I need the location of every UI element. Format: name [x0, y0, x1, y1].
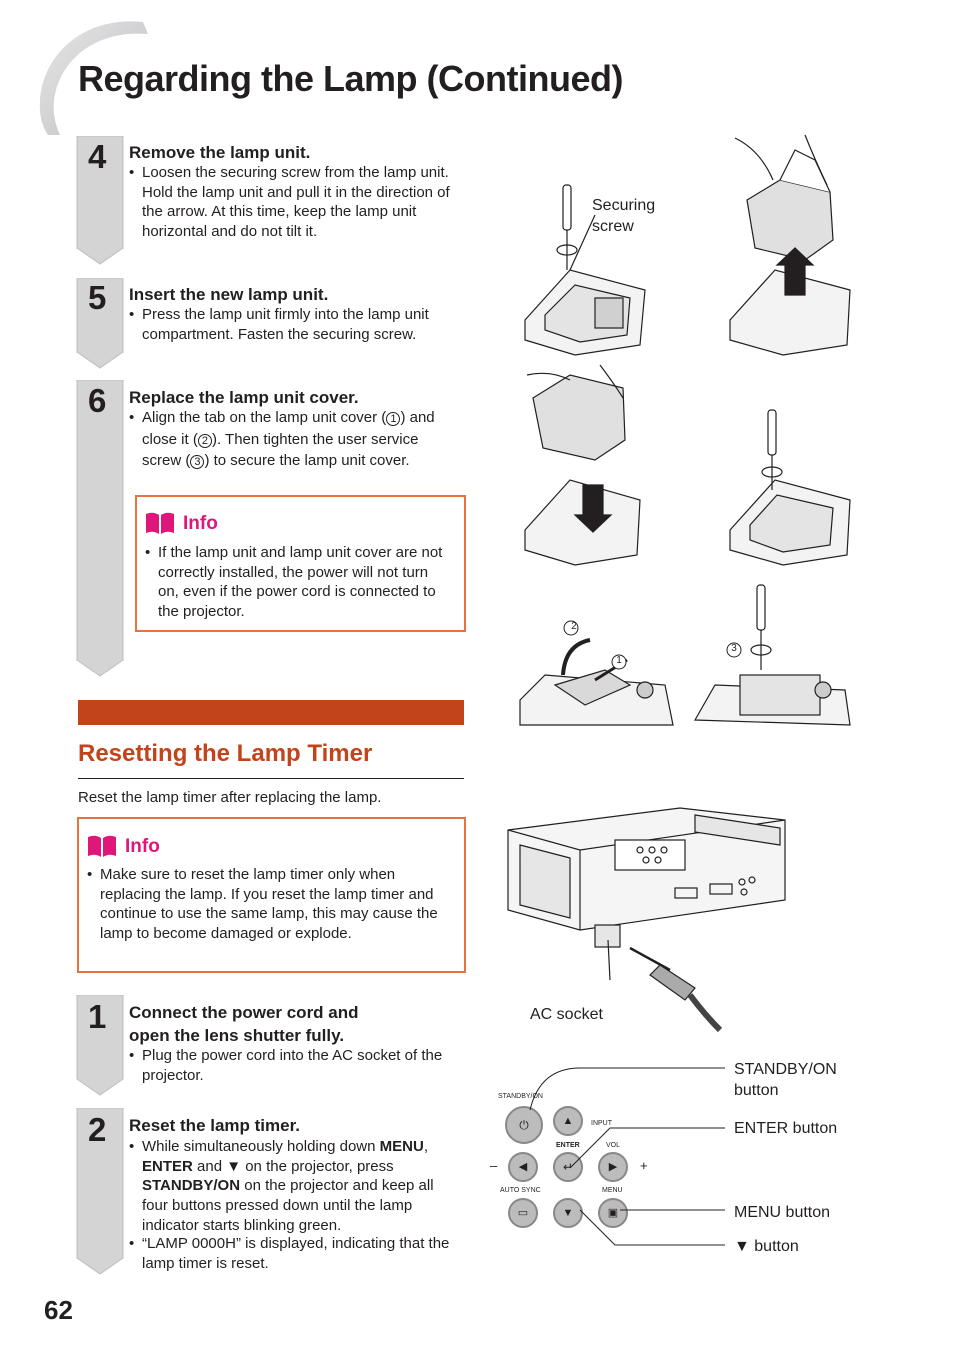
callout-1: 1	[616, 655, 622, 666]
info-box	[135, 495, 466, 632]
left-button[interactable]: ◀	[508, 1152, 538, 1182]
info-bullet: • If the lamp unit and lamp unit cover are not correctly installed, the power will not turn on, even if the power cord is connected to the projector.	[145, 544, 443, 621]
step-heading: Insert the new lamp unit.	[129, 285, 329, 304]
step-bar-6	[76, 380, 124, 680]
panel-label-input: INPUT	[591, 1120, 612, 1127]
info-heading: Info	[125, 836, 160, 857]
step-heading: open the lens shutter fully.	[129, 1026, 345, 1045]
label-menu: MENU button	[734, 1204, 831, 1221]
auto-sync-button[interactable]: ▭	[508, 1198, 538, 1228]
step-heading: Connect the power cord and	[129, 1003, 359, 1022]
section-band	[78, 700, 464, 725]
panel-label-auto-sync: AUTO SYNC	[500, 1187, 541, 1194]
label-standby-on: STANDBY/ON button	[734, 1061, 837, 1099]
lamp-replacement-illustration	[515, 130, 855, 730]
step-bullet: • Press the lamp unit firmly into the lamp unit compartment. Fasten the securing screw.	[129, 306, 429, 343]
step-heading: Remove the lamp unit.	[129, 143, 311, 162]
callout-lines	[500, 1060, 740, 1270]
step-heading: Replace the lamp unit cover.	[129, 388, 359, 407]
step-number: 5	[88, 279, 107, 316]
section-rule	[78, 778, 464, 779]
callout-2: 2	[571, 621, 577, 632]
panel-label-enter: ENTER	[556, 1142, 580, 1149]
page-title: Regarding the Lamp (Continued)	[78, 58, 623, 99]
step-number: 4	[88, 138, 107, 175]
panel-label-minus: –	[490, 1158, 498, 1173]
menu-button[interactable]: ▣	[598, 1198, 628, 1228]
step-bullet: • “LAMP 0000H” is displayed, indicating that the lamp timer is reset.	[129, 1235, 450, 1272]
section-intro: Reset the lamp timer after replacing the lamp.	[78, 789, 382, 806]
right-button[interactable]: ▶	[598, 1152, 628, 1182]
step-number: 1	[88, 998, 107, 1035]
book-icon	[87, 834, 117, 858]
info-bullet: • Make sure to reset the lamp timer only when replacing the lamp. If you reset the lamp timer and continue to use the same lamp, this may cause the lamp to become damaged or explode.	[87, 866, 438, 943]
panel-label-plus: +	[640, 1158, 648, 1173]
standby-on-button[interactable]: ⏻	[505, 1106, 543, 1144]
book-icon	[145, 511, 175, 535]
panel-label-standby: STANDBY/ON	[498, 1093, 543, 1100]
page-number: 62	[44, 1295, 73, 1325]
enter-button[interactable]: ↵	[553, 1152, 583, 1182]
up-button[interactable]: ▲	[553, 1106, 583, 1136]
callout-3: 3	[731, 643, 737, 654]
label-securing-screw: Securing screw	[592, 197, 656, 235]
step-bullet: • Loosen the securing screw from the lamp unit. Hold the lamp unit and pull it in the direction of the arrow. At this time, keep the lamp unit horizontal and do not tilt it.	[129, 164, 450, 241]
down-button[interactable]: ▼	[553, 1198, 583, 1228]
step-bullet: • Align the tab on the lamp unit cover ( 1 ) and close it ( 2 ). Then tighten the user service screw ( 3 ) to secure the lamp unit cover.	[129, 409, 435, 470]
step-bullet: • Plug the power cord into the AC socket of the projector.	[129, 1047, 443, 1084]
step-bullet: • While simultaneously holding down MENU, ENTER and ▼ on the projector, press STANDBY/ON on the projector and keep all four buttons pressed down until the lamp indicator starts blinking green.	[129, 1138, 434, 1234]
callout-marks	[564, 621, 741, 669]
step-heading: Reset the lamp timer.	[129, 1116, 301, 1135]
label-enter: ENTER button	[734, 1120, 838, 1137]
info-heading: Info	[183, 513, 218, 534]
panel-label-vol: VOL	[606, 1142, 621, 1149]
step-number: 6	[88, 382, 107, 419]
info-box	[77, 817, 466, 973]
label-down: ▼ button	[734, 1238, 799, 1255]
step-number: 2	[88, 1111, 107, 1148]
panel-label-menu: MENU	[602, 1187, 623, 1194]
section-title: Resetting the Lamp Timer	[78, 740, 373, 767]
label-ac-socket: AC socket	[530, 1006, 603, 1023]
